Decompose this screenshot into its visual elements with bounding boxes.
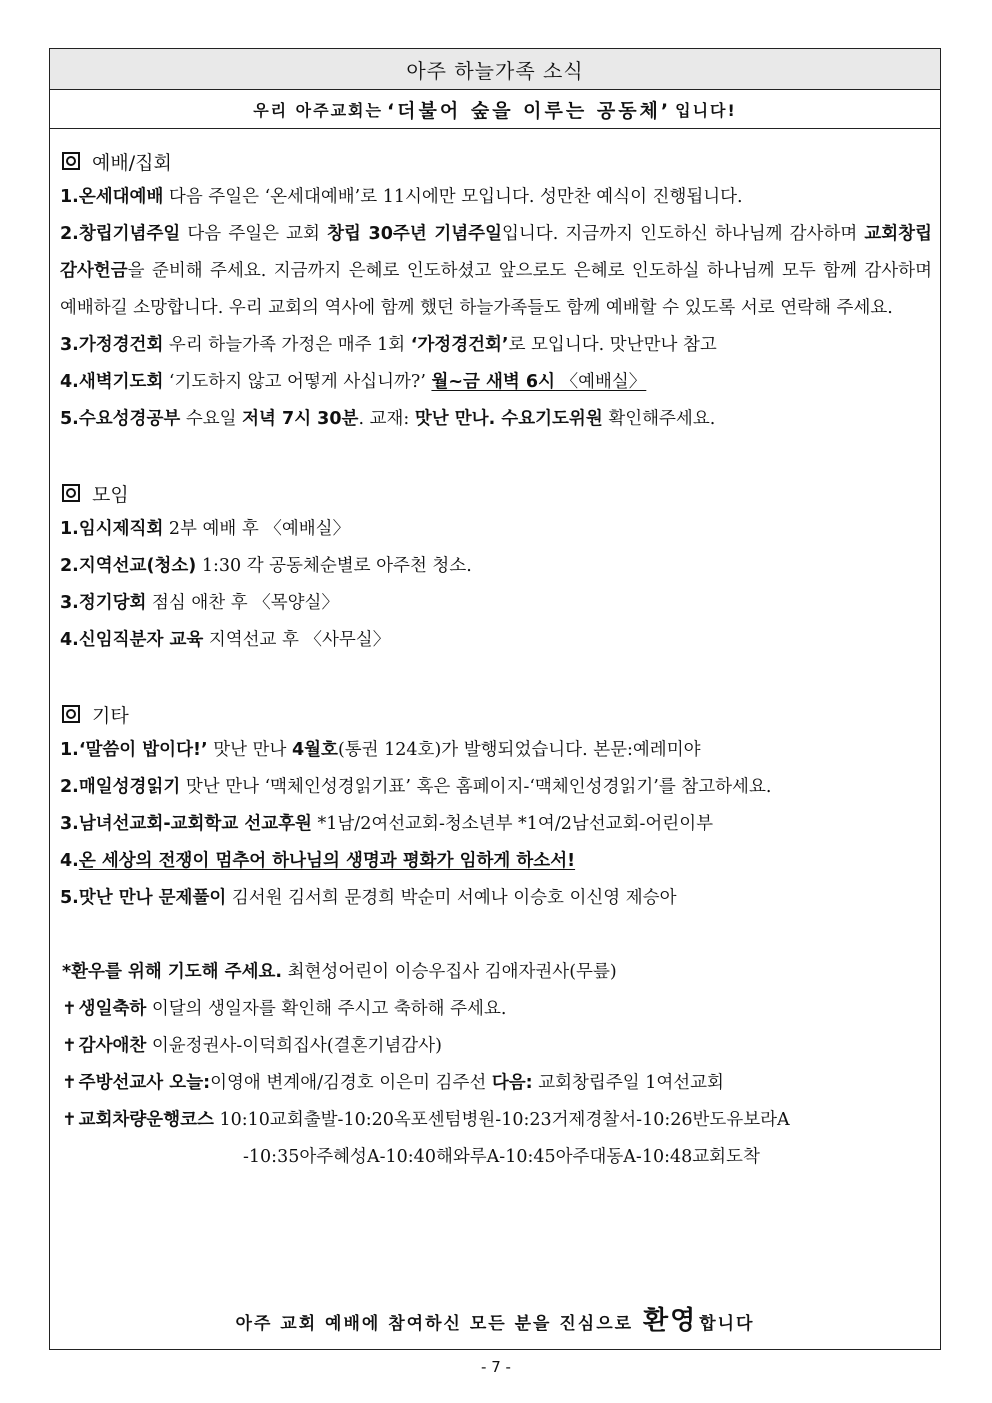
meetings-item-1 [60,511,938,548]
worship-item-2-head: 2.창립기념주일 [60,224,181,244]
note-vehicle-route-1: 10:10교회출발-10:20옥포센텀병원-10:23거제경찰서-10:26반도유보라A [213,1110,790,1130]
spacer [60,917,938,954]
section-etc-heading [60,696,938,732]
etc-item-3-text: *1남/2여선교회-청소년부 *1여/2남선교회-어린이부 [311,814,714,834]
spacer [60,659,938,696]
meetings-item-1-text: 2부 예배 후 〈예배실〉 [163,519,351,539]
etc-item-5-text: 김서원 김서희 문경희 박순미 서예나 이승호 이신영 제승아 [226,888,677,908]
etc-item-3 [60,806,938,843]
cross-icon: ✝ [62,1036,77,1056]
footer-text-post: 합니다 [699,1314,755,1334]
worship-item-5-head: 5.수요성경공부 [60,409,181,429]
note-birthday-head: 생일축하 [78,999,147,1019]
etc-heading-text: 기타 [92,704,129,727]
page-number: - 7 - [481,1358,511,1376]
etc-item-2-head: 2.매일성경읽기 [60,777,181,797]
note-vehicle-head: 교회차량운행코스 [78,1110,214,1130]
worship-item-5-bold-1: 저녁 7시 30분 [242,409,359,429]
note-kitchen-next-label: 다음: [491,1073,533,1093]
content [50,129,940,1176]
footer-text-pre: 아주 교회 예배에 참여하신 모든 분을 진심으로 [235,1314,641,1334]
etc-item-2-text: 맛난 만나 ‘맥체인성경읽기표’ 혹은 홈페이지-‘맥체인성경읽기’를 참고하세요. [180,777,772,797]
subtitle [50,90,940,129]
cross-icon: ✝ [62,999,77,1019]
meetings-item-4-head: 4.신임직분자 교육 [60,630,204,650]
section-bullet-icon [62,705,80,723]
worship-item-5-text-3: 확인해주세요. [602,409,716,429]
note-kitchen-today-label: 오늘: [163,1073,211,1093]
worship-item-4-bold: 월~금 새벽 6시 [431,372,556,392]
meetings-item-3-head: 3.정기당회 [60,593,147,613]
worship-item-2-text-3: 을 준비해 주세요. 지금까지 은혜로 인도하셨고 앞으로도 은혜로 인도하실 하나님께 모두 함께 감사하며 예배하길 소망합니다. 우리 교회의 역사에 함께 했던 하늘가족들도 함께 예배할 수 있도록 서로 연락해 주세요. [60,261,932,318]
worship-heading-text: 예배/집회 [92,151,172,174]
etc-item-4-number: 4. [60,851,79,871]
worship-item-2-text-2: 입니다. 지금까지 인도하신 하나님께 감사하며 [502,224,865,244]
note-thanks-head: 감사애찬 [78,1036,147,1056]
meetings-item-3-text: 점심 애찬 후 〈목양실〉 [146,593,339,613]
cross-icon: ✝ [62,1110,77,1130]
note-prayer-head: *환우를 위해 기도해 주세요. [62,962,283,982]
meetings-item-4 [60,622,938,659]
etc-item-4-text: 온 세상의 전쟁이 멈추어 하나님의 생명과 평화가 임하게 하소서! [78,851,576,871]
section-bullet-icon [62,484,80,502]
etc-item-5-head: 5.맛난 만나 문제풀이 [60,888,227,908]
worship-item-3-text-2: 로 모입니다. 맛난만나 참고 [508,335,717,355]
subtitle-pre: 우리 아주교회는 [253,100,383,120]
worship-item-5-text-2: . 교재: [358,409,415,429]
note-vehicle [60,1102,938,1139]
note-thanks [60,1028,938,1065]
worship-item-3 [60,327,938,364]
worship-item-2 [60,216,938,327]
worship-item-4-head: 4.새벽기도회 [60,372,164,392]
etc-item-2 [60,769,938,806]
spacer [60,438,938,475]
note-kitchen-head: 주방선교사 [78,1073,164,1093]
note-prayer-text: 최현성어린이 이승우집사 김애자권사(무릎) [282,962,617,982]
note-kitchen-next: 교회창립주일 1여선교회 [532,1073,724,1093]
etc-item-1-text-2: (통권 124호)가 발행되었습니다. 본문:예레미야 [337,740,701,760]
etc-item-1-bold: 4월호 [291,740,338,760]
subtitle-post: 입니다! [675,100,737,120]
etc-item-1-text-1: 맛난 만나 [207,740,292,760]
meetings-item-3 [60,585,938,622]
meetings-item-2-text: 1:30 각 공동체순별로 아주천 청소. [196,556,472,576]
meetings-item-2-head: 2.지역선교(청소) [60,556,197,576]
worship-item-1-head: 1.온세대예배 [60,187,164,207]
meetings-item-4-text: 지역선교 후 〈사무실〉 [203,630,391,650]
meetings-item-1-head: 1.임시제직회 [60,519,164,539]
worship-item-2-bold-2: 교회창립 감사헌금 [60,224,932,281]
etc-item-5 [60,880,938,917]
page-title-text: 아주 하늘가족 소식 [406,58,584,83]
footer-emphasis: 환영 [642,1306,698,1336]
worship-item-1-text: 다음 주일은 ‘온세대예배’로 11시에만 모입니다. 성만찬 예식이 진행됩니다. [163,187,743,207]
note-thanks-text: 이윤정권사-이덕희집사(결혼기념감사) [146,1036,442,1056]
meetings-heading-text: 모임 [92,483,129,506]
meetings-item-2 [60,548,938,585]
etc-item-3-head: 3.남녀선교회-교회학교 선교후원 [60,814,312,834]
worship-item-3-bold: ‘가정경건회’ [410,335,509,355]
worship-item-5 [60,401,938,438]
note-kitchen-today: 이영애 변계애/김경호 이은미 김주선 [210,1073,492,1093]
bulletin-frame [49,48,941,1350]
section-bullet-icon [62,152,80,170]
note-kitchen [60,1065,938,1102]
worship-item-4-text-2: 〈예배실〉 [555,372,647,392]
worship-item-5-text-1: 수요일 [180,409,243,429]
worship-item-3-text-1: 우리 하늘가족 가정은 매주 1회 [163,335,411,355]
worship-item-3-head: 3.가정경건회 [60,335,164,355]
page-title [50,49,940,90]
section-worship-heading [60,143,938,179]
welcome-footer [50,1300,940,1337]
etc-item-1 [60,732,938,769]
worship-item-4 [60,364,938,401]
etc-item-1-head: 1.‘말씀이 밥이다!’ [60,740,208,760]
worship-item-5-bold-2: 맛난 만나. 수요기도위원 [414,409,603,429]
worship-item-4-text-1: ‘기도하지 않고 어떻게 사십니까?’ [163,372,432,392]
etc-item-4 [60,843,938,880]
note-birthday [60,991,938,1028]
worship-item-2-bold-1: 창립 30주년 기념주일 [327,224,502,244]
subtitle-emphasis: ‘더불어 숲을 이루는 공동체’ [386,99,672,122]
note-prayer [60,954,938,991]
note-vehicle-route-2: -10:35아주혜성A-10:40해와루A-10:45아주대동A-10:48교회도착 [243,1147,760,1167]
worship-item-1 [60,179,938,216]
section-meetings-heading [60,475,938,511]
note-birthday-text: 이달의 생일자를 확인해 주시고 축하해 주세요. [146,999,507,1019]
cross-icon: ✝ [62,1073,77,1093]
worship-item-2-text-1: 다음 주일은 교회 [180,224,328,244]
